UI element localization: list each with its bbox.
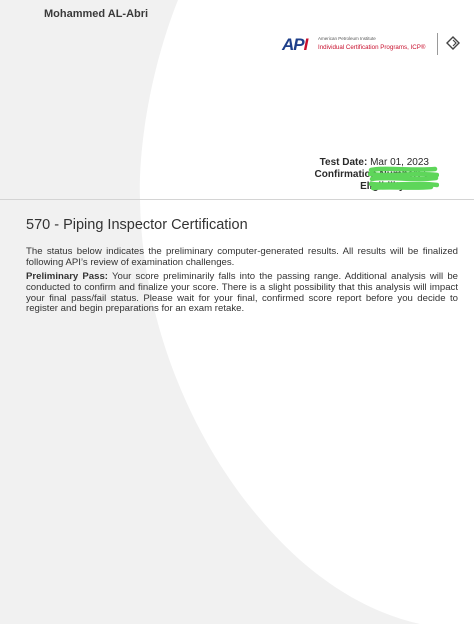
result-paragraph (26, 272, 458, 315)
eligibility-id-label: Eligibility ID: (360, 181, 421, 192)
api-logo-mark (282, 35, 307, 55)
icp-program-name: Individual Certification Programs, ICP® (318, 44, 426, 51)
certification-title: 570 - Piping Inspector Certification (26, 217, 248, 233)
api-logo (282, 33, 468, 57)
eligibility-id-value: 2 (423, 181, 429, 192)
confirmation-number-value: 5 (423, 169, 429, 180)
api-organization-name: American Petroleum Institute (318, 36, 376, 41)
logo-divider (437, 33, 438, 55)
test-date-label: Test Date: (319, 157, 368, 168)
header-divider (0, 199, 474, 200)
status-note: The status below indicates the preliminary computer-generated results. All results will be finalized following API’s review of examination challenges. (26, 246, 458, 268)
test-date-value: Mar 01, 2023 (370, 157, 429, 168)
result-status-label: Preliminary Pass: (26, 271, 109, 282)
confirmation-number-label: Confirmation Number: (314, 169, 421, 180)
result-description: Your score preliminarily falls into the passing range. Additional analysis will be conducted to confirm and finalize your score. There is a slight possibility that this analysis will impact your final pass/fail status. Please wait for your final, confirmed score report before you decide to register and begin preparations for an exam retake. (26, 271, 458, 315)
candidate-name: Mohammed AL-Abri (44, 8, 149, 20)
icp-diamond-icon (446, 36, 460, 50)
api-logo-mark-accent: I (303, 35, 308, 54)
redaction-scribble (367, 165, 439, 191)
api-logo-mark-main: AP (282, 35, 304, 54)
